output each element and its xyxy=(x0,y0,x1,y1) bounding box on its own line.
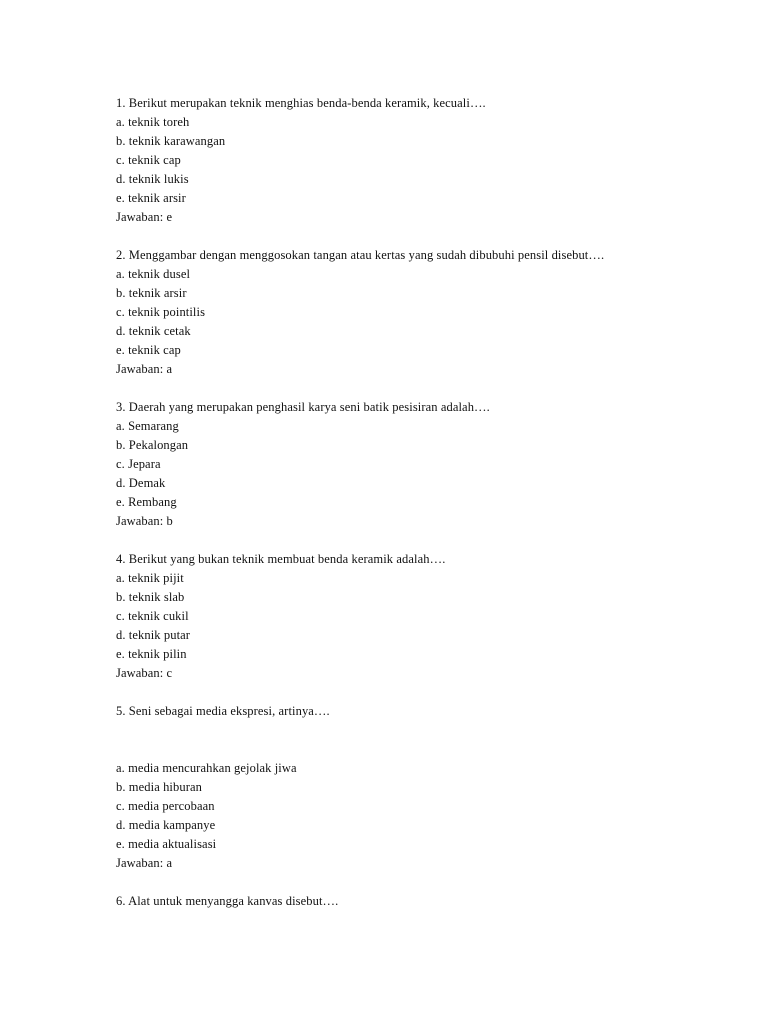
option-c: c. teknik cukil xyxy=(116,609,189,623)
option-c: c. teknik pointilis xyxy=(116,305,206,319)
option-a: a. teknik dusel xyxy=(116,267,191,281)
question-prompt: 3. Daerah yang merupakan penghasil karya seni batik pesisiran adalah…. xyxy=(116,400,490,414)
question-4 xyxy=(116,550,736,683)
question-1 xyxy=(116,94,736,227)
option-d: d. teknik putar xyxy=(116,628,191,642)
question-prompt: 2. Menggambar dengan menggosokan tangan atau kertas yang sudah dibubuhi pensil disebut…. xyxy=(116,248,605,262)
option-c: c. media percobaan xyxy=(116,799,215,813)
answer-key: Jawaban: a xyxy=(116,362,173,376)
option-a: a. media mencurahkan gejolak jiwa xyxy=(116,761,297,775)
option-d: d. Demak xyxy=(116,476,166,490)
option-a: a. Semarang xyxy=(116,419,179,433)
option-e: e. Rembang xyxy=(116,495,177,509)
question-3 xyxy=(116,398,736,531)
option-c: c. teknik cap xyxy=(116,153,181,167)
option-d: d. teknik lukis xyxy=(116,172,189,186)
option-e: e. teknik arsir xyxy=(116,191,186,205)
option-a: a. teknik toreh xyxy=(116,115,190,129)
question-prompt: 4. Berikut yang bukan teknik membuat benda keramik adalah…. xyxy=(116,552,446,566)
question-prompt: 1. Berikut merupakan teknik menghias benda-benda keramik, kecuali…. xyxy=(116,96,486,110)
option-c: c. Jepara xyxy=(116,457,161,471)
option-a: a. teknik pijit xyxy=(116,571,184,585)
option-e: e. media aktualisasi xyxy=(116,837,217,851)
option-d: d. media kampanye xyxy=(116,818,216,832)
question-prompt: 6. Alat untuk menyangga kanvas disebut…. xyxy=(116,894,339,908)
option-e: e. teknik pilin xyxy=(116,647,187,661)
option-d: d. teknik cetak xyxy=(116,324,191,338)
answer-key: Jawaban: a xyxy=(116,856,173,870)
question-5 xyxy=(116,702,736,873)
answer-key: Jawaban: e xyxy=(116,210,173,224)
question-6 xyxy=(116,892,736,911)
answer-key: Jawaban: b xyxy=(116,514,173,528)
answer-key: Jawaban: c xyxy=(116,666,173,680)
option-b: b. teknik slab xyxy=(116,590,185,604)
option-b: b. Pekalongan xyxy=(116,438,189,452)
quiz-content xyxy=(116,94,736,930)
question-2 xyxy=(116,246,736,379)
option-e: e. teknik cap xyxy=(116,343,181,357)
option-b: b. teknik arsir xyxy=(116,286,187,300)
option-b: b. teknik karawangan xyxy=(116,134,226,148)
option-b: b. media hiburan xyxy=(116,780,202,794)
question-prompt: 5. Seni sebagai media ekspresi, artinya…. xyxy=(116,704,330,718)
blank-space xyxy=(116,721,736,759)
